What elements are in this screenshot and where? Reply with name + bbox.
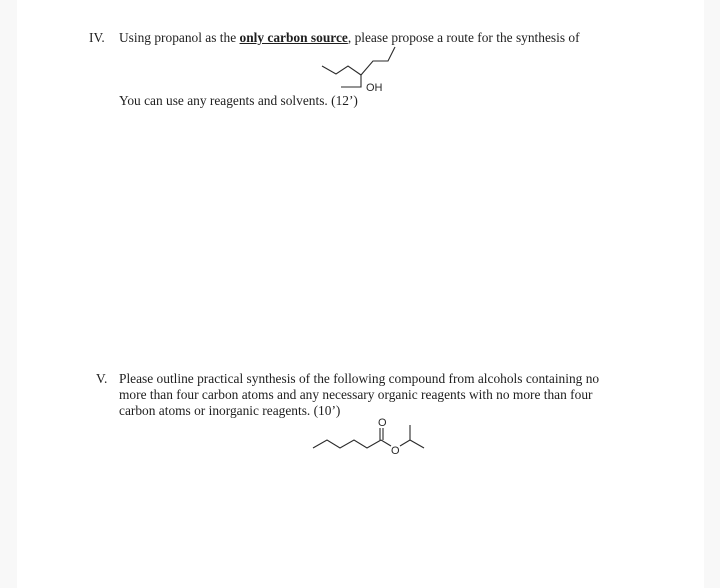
question-line-1: Please outline practical synthesis of the following compound from alcohols containing no (119, 371, 600, 386)
carbonyl-oxygen-label: O (378, 417, 387, 429)
question-number: V. (96, 371, 108, 386)
bond-ester-co (381, 440, 391, 446)
document-page (17, 0, 704, 588)
question-number: IV. (89, 30, 105, 45)
question-line-2: more than four carbon atoms and any necessary organic reagents with no more than four (119, 387, 593, 402)
target-molecule-isopropyl-hexanoate (17, 0, 704, 470)
question-text-end: , please propose a route for the synthesis of (347, 30, 580, 45)
hydroxyl-label: OH (366, 82, 383, 94)
question-text-start: Using propanol as the (119, 30, 240, 45)
emphasis-only-carbon-source: only carbon source (239, 30, 348, 45)
bond-isopropyl-right (410, 440, 424, 448)
ester-oxygen-label: O (391, 445, 400, 457)
question-line-3: carbon atoms or inorganic reagents. (10’) (119, 403, 341, 418)
bond-chain-pentyl (313, 440, 381, 448)
question-followup: You can use any reagents and solvents. (12’) (119, 93, 358, 108)
bond-ester-oc (400, 440, 410, 446)
